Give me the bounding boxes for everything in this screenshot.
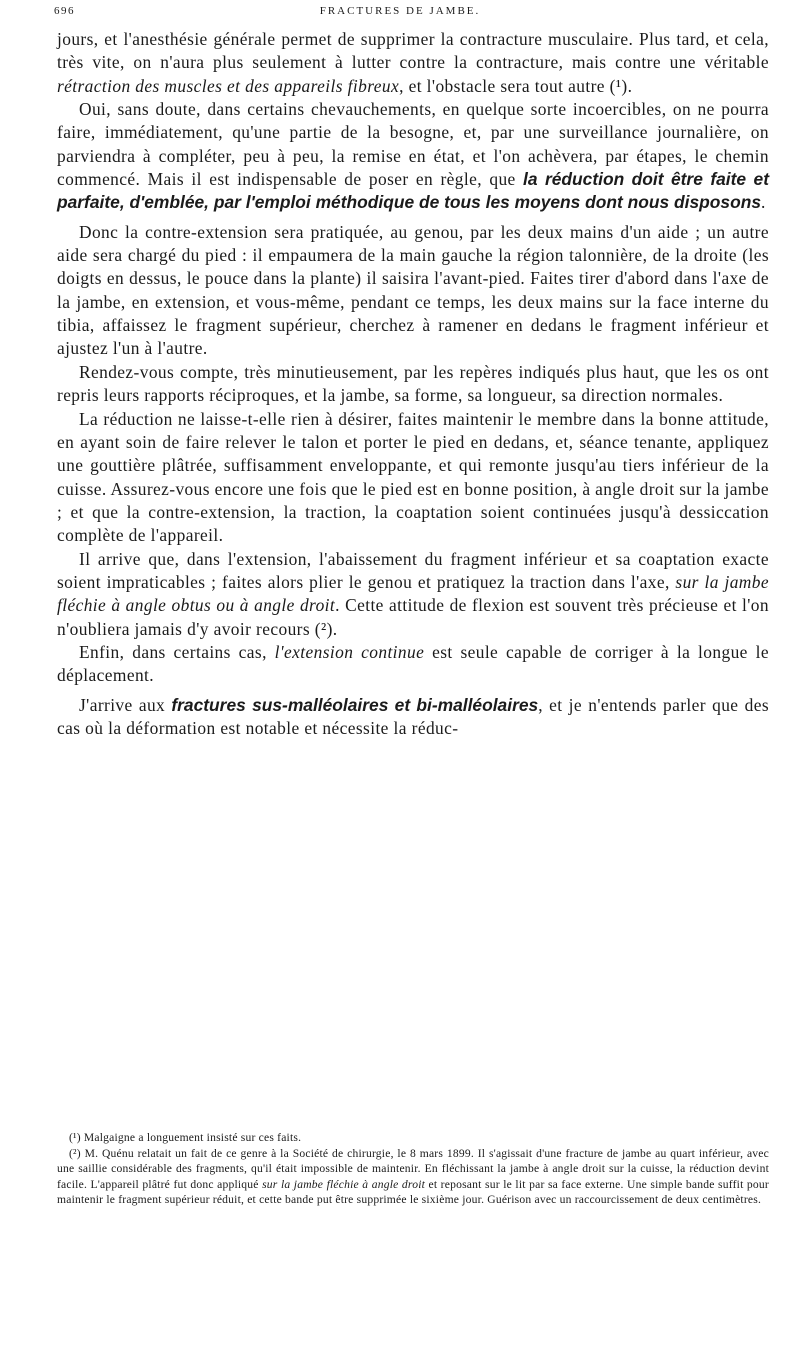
- text-segment: J'arrive aux: [79, 694, 172, 715]
- text-segment: et reposant sur le lit par sa face externe. Une simple bande suffit pour maintenir le fragment supérieur réduit, et cette bande put être supprimée le sixième jour. Guérison avec un raccourcissement de deux centimètres.: [57, 1177, 769, 1207]
- text-segment: (²) M. Quénu relatait un fait de ce genre à la Société de chirurgie, le 8 mars 1899. Il s'agissait d'une fracture de jambe au quart inférieur, avec une saillie considérable des fragments, qu'il était impossible de maintenir. En fléchissant la jambe à angle droit sur la cuisse, la réduction devint facile. L'appareil plâtré fut donc appliqué: [57, 1146, 769, 1191]
- paragraph: [57, 221, 769, 361]
- paragraph: [57, 361, 769, 408]
- paragraph: [57, 408, 769, 548]
- bold-segment: fractures sus-malléolaires et bi-malléolaires: [171, 694, 539, 715]
- paragraph: [57, 28, 769, 98]
- italic-segment: l'extension continue: [274, 641, 425, 662]
- footnote: [57, 1130, 769, 1146]
- text-segment: .: [761, 192, 766, 213]
- paragraph: [57, 98, 769, 215]
- bold-segment: la réduction doit être faite et parfaite, d'emblée, par l'emploi méthodique de tous les moyens dont nous disposons: [57, 169, 769, 213]
- paragraph: [57, 641, 769, 688]
- text-segment: Il arrive que, dans l'extension, l'abaissement du fragment inférieur et sa coaptation exacte soient impraticables ; faites alors plier le genou et pratiquez la traction dans l'axe,: [57, 548, 769, 592]
- text-segment: . Cette attitude de flexion est souvent très précieuse et l'on n'oubliera jamais d'y avoir recours (²).: [57, 595, 769, 639]
- paragraph: [57, 694, 769, 741]
- italic-segment: sur la jambe fléchie à angle droit: [262, 1177, 426, 1191]
- page-number: 696: [54, 5, 75, 17]
- text-segment: La réduction ne laisse-t-elle rien à désirer, faites maintenir le membre dans la bonne attitude, en ayant soin de faire relever le talon et porter le pied en dedans, et, séance tenante, appliquez une gouttière plâtrée, suffisamment enveloppante, et qui remonte jusqu'au tiers inférieur de la cuisse. Assurez-vous encore une fois que le pied est en bonne position, à angle droit sur la jambe ; et que la contre-extension, la traction, la coaptation soient continuées jusqu'à dessiccation complète de l'appareil.: [57, 408, 769, 546]
- text-segment: , et je n'entends parler que des cas où la déformation est notable et nécessite la réduc-: [57, 694, 770, 738]
- running-head: FRACTURES DE JAMBE.: [319, 5, 481, 17]
- text-segment: Rendez-vous compte, très minutieusement, par les repères indiqués plus haut, que les os ont repris leurs rapports réciproques, et la jambe, sa forme, sa longueur, sa direction normales.: [57, 361, 769, 406]
- text-segment: , et l'obstacle sera tout autre (¹).: [399, 75, 633, 96]
- text-segment: Enfin, dans certains cas,: [79, 641, 275, 662]
- page-header: [0, 3, 800, 21]
- footnote: [57, 1146, 769, 1208]
- italic-segment: sur la jambe fléchie à angle obtus ou à angle droit: [57, 571, 769, 616]
- text-segment: Oui, sans doute, dans certains chevauchements, en quelque sorte incoercibles, on ne pourra faire, immédiatement, qu'une partie de la besogne, et, par une surveillance journalière, on parviendra à compléter, peu à peu, la remise en état, et l'on achèvera, par étapes, le chemin commencé. Mais il est indispensable de poser en règle, que: [57, 99, 769, 190]
- text-segment: jours, et l'anesthésie générale permet de supprimer la contracture musculaire. Plus tard, et cela, très vite, on n'aura plus seulement à lutter contre la contracture, mais contre une véritable: [57, 29, 769, 73]
- text-segment: Donc la contre-extension sera pratiquée, au genou, par les deux mains d'un aide ; un autre aide sera chargé du pied : il empaumera de la main gauche la région talonnière, de la droite (les doigts en dessus, le pouce dans la plante) il saisira l'avant-pied. Faites tirer d'abord dans l'axe de la jambe, en extension, et vous-même, pendant ce temps, les deux mains sur la face interne du tibia, affaissez le fragment supérieur, cherchez à ramener en dedans le fragment inférieur et ajustez l'un à l'autre.: [57, 221, 769, 359]
- main-text: [57, 28, 769, 740]
- italic-segment: rétraction des muscles et des appareils fibreux: [57, 75, 400, 96]
- footnotes: [57, 1130, 769, 1208]
- text-segment: (¹) Malgaigne a longuement insisté sur ces faits.: [69, 1131, 302, 1144]
- text-segment: est seule capable de corriger à la longue le déplacement.: [57, 641, 769, 686]
- paragraph: [57, 548, 769, 641]
